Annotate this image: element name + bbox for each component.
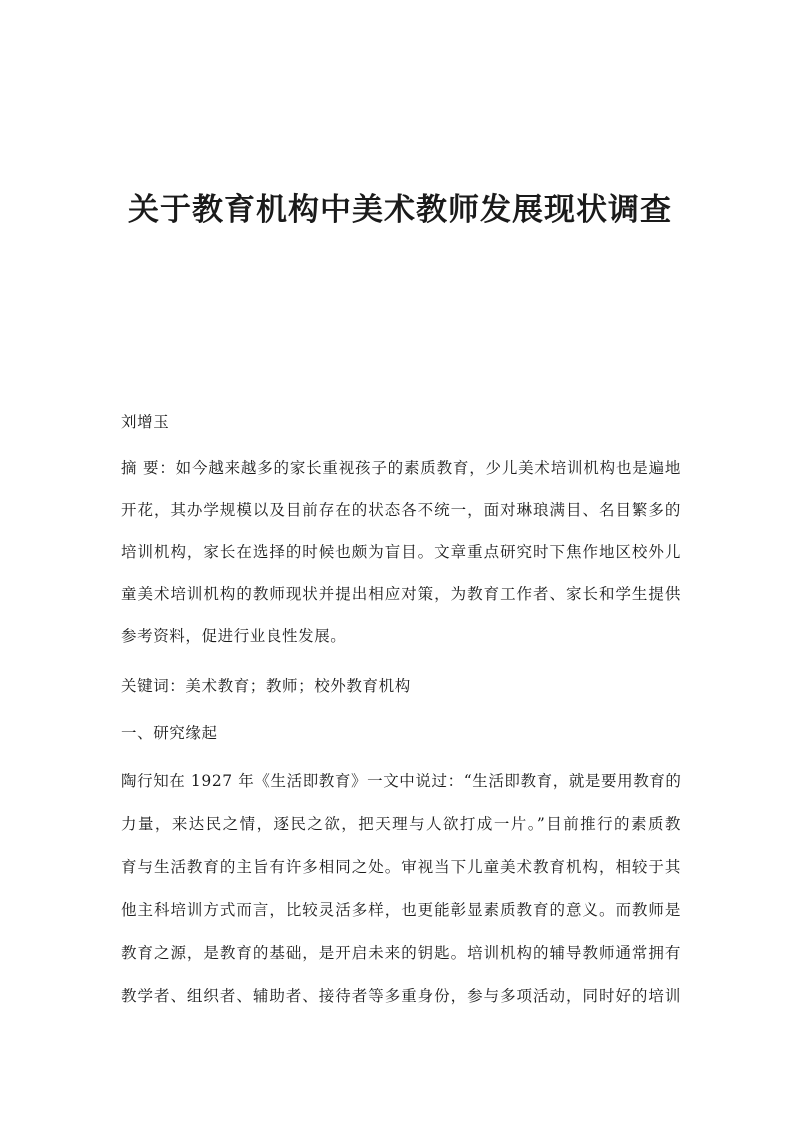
abstract-line: 开花，其办学规模以及目前存在的状态各不统一，面对琳琅满目、名目繁多的 <box>121 501 681 519</box>
abstract-line: 摘 要：如今越来越多的家长重视孩子的素质教育，少儿美术培训机构也是遍地 <box>121 459 681 477</box>
body-line: 力量，来达民之情，逐民之欲，把天理与人欲打成一片。”目前推行的素质教 <box>121 815 681 833</box>
body-line: 教育之源，是教育的基础，是开启未来的钥匙。培训机构的辅导教师通常拥有 <box>121 944 681 962</box>
author-name: 刘增玉 <box>121 413 170 431</box>
body-line: 教学者、组织者、辅助者、接待者等多重身份，参与多项活动，同时好的培训 <box>121 987 681 1005</box>
section-heading: 一、研究缘起 <box>121 724 218 742</box>
body-line: 他主科培训方式而言，比较灵活多样，也更能彰显素质教育的意义。而教师是 <box>121 901 681 919</box>
body-line: 育与生活教育的主旨有许多相同之处。审视当下儿童美术教育机构，相较于其 <box>121 858 681 876</box>
document-title: 关于教育机构中美术教师发展现状调查 <box>128 192 672 228</box>
abstract-line: 参考资料，促进行业良性发展。 <box>121 627 347 645</box>
keywords-line: 关键词：美术教育；教师；校外教育机构 <box>121 677 411 695</box>
abstract-line: 童美术培训机构的教师现状并提出相应对策，为教育工作者、家长和学生提供 <box>121 585 681 603</box>
abstract-line: 培训机构，家长在选择的时候也颇为盲目。文章重点研究时下焦作地区校外儿 <box>121 543 681 561</box>
body-line: 陶行知在 1927 年《生活即教育》一文中说过：“生活即教育，就是要用教育的 <box>121 772 682 790</box>
